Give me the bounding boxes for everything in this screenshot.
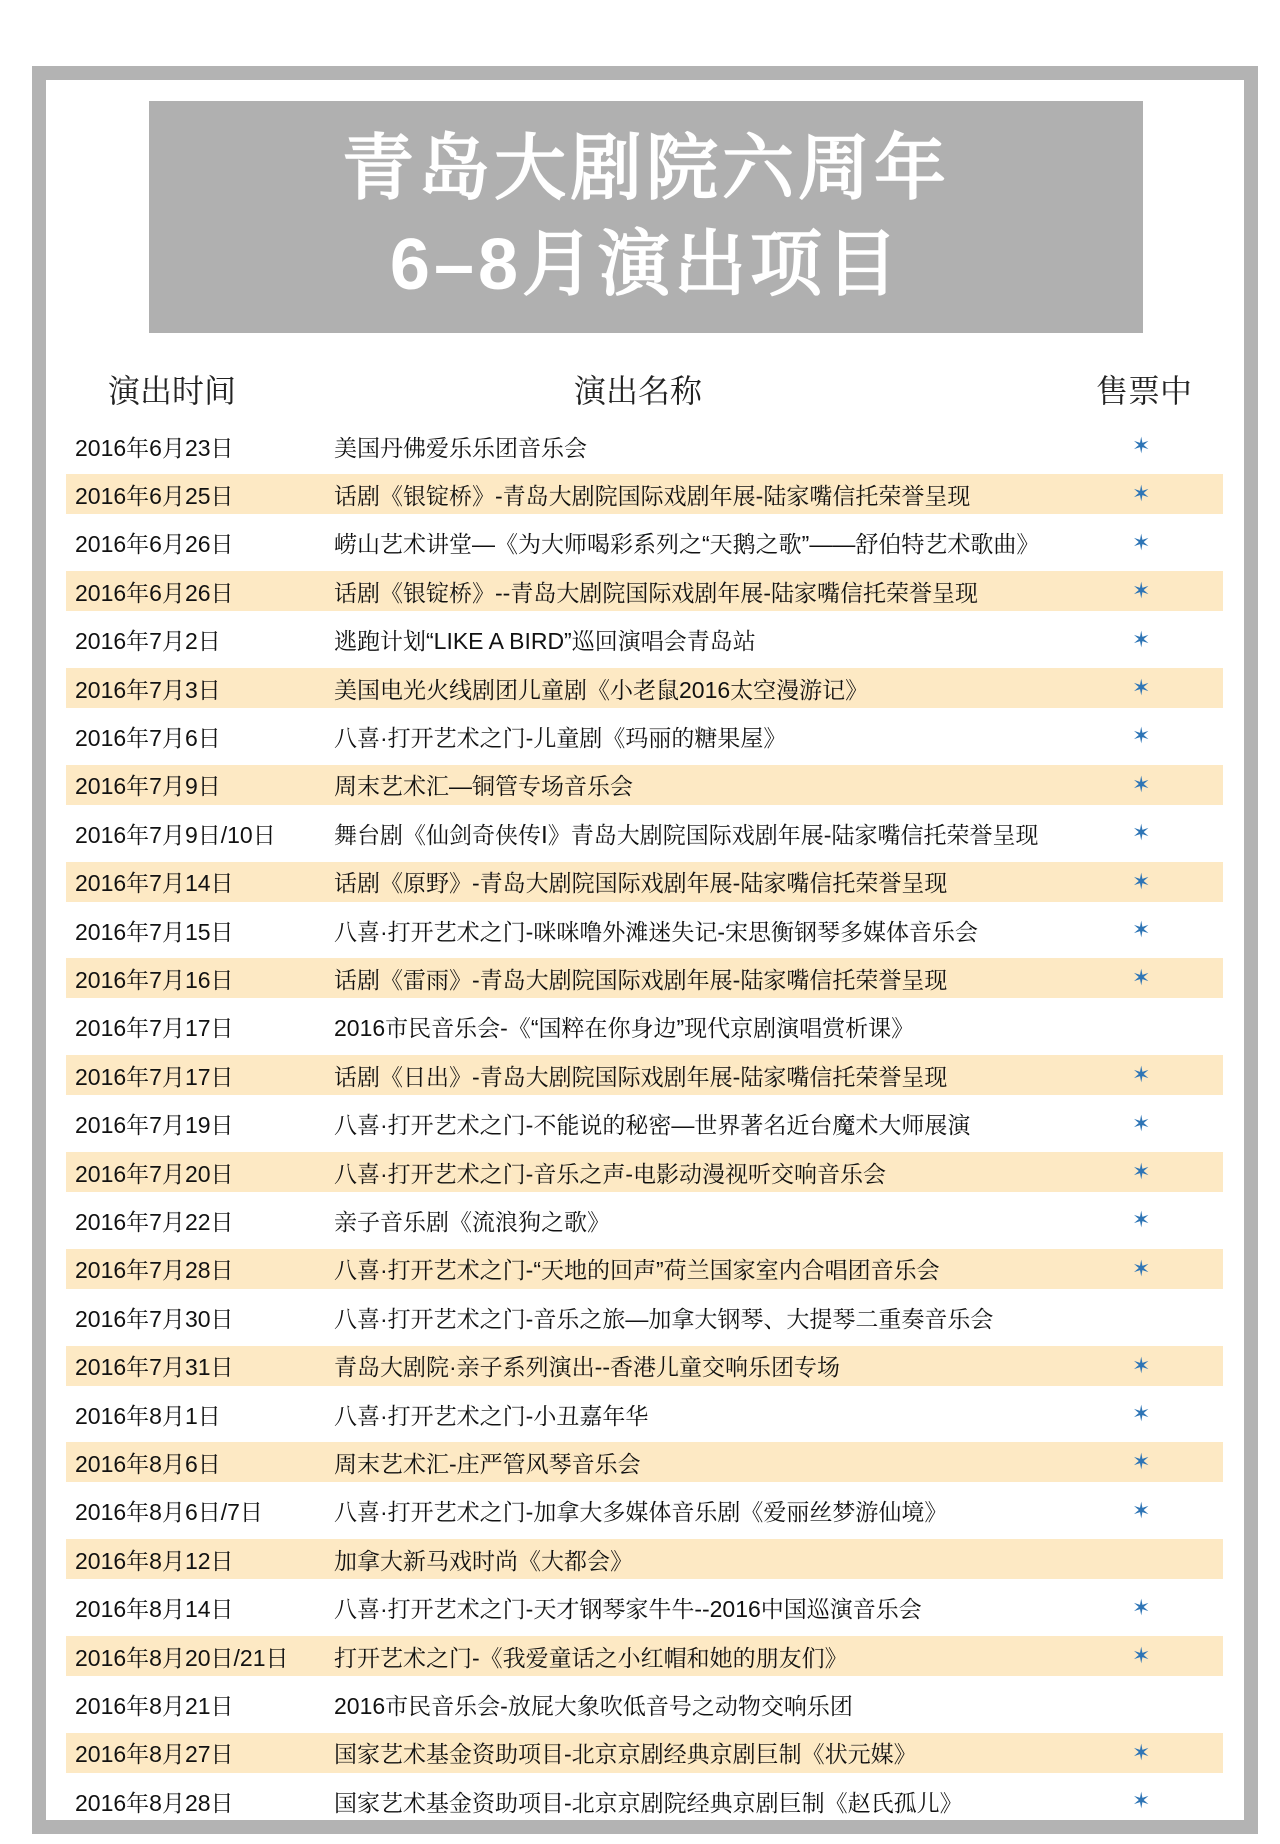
performance-name: 八喜·打开艺术之门-“天地的回声”荷兰国家室内合唱团音乐会 [334,1257,940,1284]
performance-date: 2016年7月15日 [75,918,234,945]
table-row [66,813,1223,853]
on-sale-star-icon: ✶ [1132,1255,1151,1281]
performance-name: 八喜·打开艺术之门-咪咪噜外滩迷失记-宋思衡钢琴多媒体音乐会 [334,918,978,945]
performance-date: 2016年6月26日 [75,579,234,606]
table-row [66,1442,1223,1482]
table-row [66,1539,1223,1579]
table-row [66,1200,1223,1240]
on-sale-star-icon: ✶ [1132,1062,1151,1088]
column-header-on-sale: 售票中 [1096,373,1193,409]
on-sale-star-icon: ✶ [1132,1207,1151,1233]
on-sale-star-icon: ✶ [1132,1159,1151,1184]
table-row [66,1249,1223,1289]
on-sale-star-icon: ✶ [1132,1401,1151,1426]
table-row [66,1588,1223,1628]
performance-name: 八喜·打开艺术之门-不能说的秘密—世界著名近台魔术大师展演 [334,1112,971,1139]
performance-date: 2016年8月27日 [75,1741,234,1768]
on-sale-star-icon: ✶ [1132,481,1151,507]
performance-date: 2016年8月28日 [75,1789,234,1816]
on-sale-star-icon: ✶ [1132,771,1151,797]
performance-name: 八喜·打开艺术之门-音乐之声-电影动漫视听交响音乐会 [334,1160,886,1187]
table-row [66,1007,1223,1047]
performance-date: 2016年7月30日 [75,1305,234,1332]
on-sale-star-icon: ✶ [1132,1110,1151,1136]
performance-date: 2016年7月22日 [75,1208,234,1235]
table-row [66,1346,1223,1386]
performance-name: 2016市民音乐会-《“国粹在你身边”现代京剧演唱赏析课》 [334,1015,915,1042]
performance-date: 2016年7月16日 [75,966,234,993]
on-sale-star-icon: ✶ [1132,965,1151,991]
performance-date: 2016年7月19日 [75,1112,234,1139]
column-header-name: 演出名称 [574,373,703,409]
table-row [66,765,1223,805]
table-row [66,1636,1223,1676]
performance-date: 2016年6月23日 [75,434,234,461]
on-sale-star-icon: ✶ [1132,675,1151,700]
table-row [66,910,1223,950]
on-sale-star-icon: ✶ [1132,820,1151,846]
title-banner [149,101,1143,333]
performance-date: 2016年8月21日 [75,1692,234,1719]
table-row [66,1781,1223,1821]
table-row [66,716,1223,756]
performance-date: 2016年6月26日 [75,531,234,558]
on-sale-star-icon: ✶ [1132,578,1151,604]
table-row [66,1684,1223,1724]
performance-name: 2016市民音乐会-放屁大象吹低音号之动物交响乐团 [334,1692,853,1719]
performance-date: 2016年8月1日 [75,1402,221,1429]
performance-date: 2016年8月6日 [75,1450,221,1477]
on-sale-star-icon: ✶ [1132,1497,1151,1523]
on-sale-star-icon: ✶ [1132,1739,1151,1765]
performance-name: 周末艺术汇—铜管专场音乐会 [334,773,633,800]
performance-date: 2016年7月9日/10日 [75,821,276,848]
performance-date: 2016年7月9日 [75,773,221,800]
table-row [66,1394,1223,1434]
table-row [66,426,1223,466]
performance-date: 2016年8月20日/21日 [75,1644,289,1671]
performance-name: 打开艺术之门-《我爱童话之小红帽和她的朋友们》 [334,1644,848,1671]
performance-name: 加拿大新马戏时尚《大都会》 [334,1547,633,1574]
performance-name: 八喜·打开艺术之门-加拿大多媒体音乐剧《爱丽丝梦游仙境》 [334,1499,948,1526]
performance-name: 青岛大剧院·亲子系列演出--香港儿童交响乐团专场 [334,1354,840,1381]
performance-name: 国家艺术基金资助项目-北京京剧经典京剧巨制《状元媒》 [334,1741,917,1768]
performance-name: 八喜·打开艺术之门-天才钢琴家牛牛--2016中国巡演音乐会 [334,1596,922,1623]
on-sale-star-icon: ✶ [1132,626,1151,652]
column-header-date: 演出时间 [108,373,237,409]
performance-name: 周末艺术汇-庄严管风琴音乐会 [334,1450,641,1477]
performance-name: 话剧《银锭桥》-青岛大剧院国际戏剧年展-陆家嘴信托荣誉呈现 [334,482,971,509]
on-sale-star-icon: ✶ [1132,1788,1151,1814]
table-row [66,668,1223,708]
on-sale-star-icon: ✶ [1132,868,1151,894]
table-row [66,1104,1223,1144]
title-line-1: 青岛大剧院六周年 [341,129,950,209]
performance-name: 八喜·打开艺术之门-小丑嘉年华 [334,1402,649,1429]
performance-name: 美国丹佛爱乐乐团音乐会 [334,434,587,461]
performance-date: 2016年7月28日 [75,1257,234,1284]
performance-date: 2016年8月14日 [75,1596,234,1623]
on-sale-star-icon: ✶ [1132,1594,1151,1620]
performance-date: 2016年6月25日 [75,482,234,509]
table-row [66,958,1223,998]
on-sale-star-icon: ✶ [1132,529,1151,555]
table-row [66,1491,1223,1531]
on-sale-star-icon: ✶ [1132,1643,1151,1668]
performance-date: 2016年8月12日 [75,1547,234,1574]
performance-name: 八喜·打开艺术之门-儿童剧《玛丽的糖果屋》 [334,724,787,751]
table-row [66,1733,1223,1773]
table-row [66,571,1223,611]
performance-date: 2016年7月20日 [75,1160,234,1187]
table-row [66,1297,1223,1337]
performance-name: 美国电光火线剧团儿童剧《小老鼠2016太空漫游记》 [334,676,869,703]
performance-name: 逃跑计划“LIKE A BIRD”巡回演唱会青岛站 [334,628,756,655]
title-line-2: 6–8月演出项目 [389,225,903,305]
performance-date: 2016年7月3日 [75,676,221,703]
on-sale-star-icon: ✶ [1132,433,1151,458]
table-row [66,1152,1223,1192]
performance-date: 2016年8月6日/7日 [75,1499,263,1526]
performance-name: 话剧《原野》-青岛大剧院国际戏剧年展-陆家嘴信托荣誉呈现 [334,870,948,897]
performance-date: 2016年7月31日 [75,1354,234,1381]
table-row [66,620,1223,660]
table-row [66,862,1223,902]
performance-name: 话剧《银锭桥》--青岛大剧院国际戏剧年展-陆家嘴信托荣誉呈现 [334,579,978,606]
on-sale-star-icon: ✶ [1132,723,1151,749]
performance-date: 2016年7月17日 [75,1015,234,1042]
performance-name: 国家艺术基金资助项目-北京京剧院经典京剧巨制《赵氏孤儿》 [334,1789,963,1816]
performance-date: 2016年7月17日 [75,1063,234,1090]
on-sale-star-icon: ✶ [1132,1352,1151,1378]
performance-name: 崂山艺术讲堂—《为大师喝彩系列之“天鹅之歌”——舒伯特艺术歌曲》 [334,531,1040,558]
on-sale-star-icon: ✶ [1132,917,1151,942]
performance-name: 亲子音乐剧《流浪狗之歌》 [334,1208,610,1235]
on-sale-star-icon: ✶ [1132,1449,1151,1475]
performance-name: 话剧《雷雨》-青岛大剧院国际戏剧年展-陆家嘴信托荣誉呈现 [334,966,948,993]
performance-name: 舞台剧《仙剑奇侠传Ⅰ》青岛大剧院国际戏剧年展-陆家嘴信托荣誉呈现 [334,821,1039,848]
performance-name: 八喜·打开艺术之门-音乐之旅—加拿大钢琴、大提琴二重奏音乐会 [334,1305,994,1332]
performance-date: 2016年7月6日 [75,724,221,751]
table-row [66,523,1223,563]
performance-date: 2016年7月2日 [75,628,221,655]
table-row [66,474,1223,514]
performance-date: 2016年7月14日 [75,870,234,897]
table-row [66,1055,1223,1095]
performance-name: 话剧《日出》-青岛大剧院国际戏剧年展-陆家嘴信托荣誉呈现 [334,1063,948,1090]
